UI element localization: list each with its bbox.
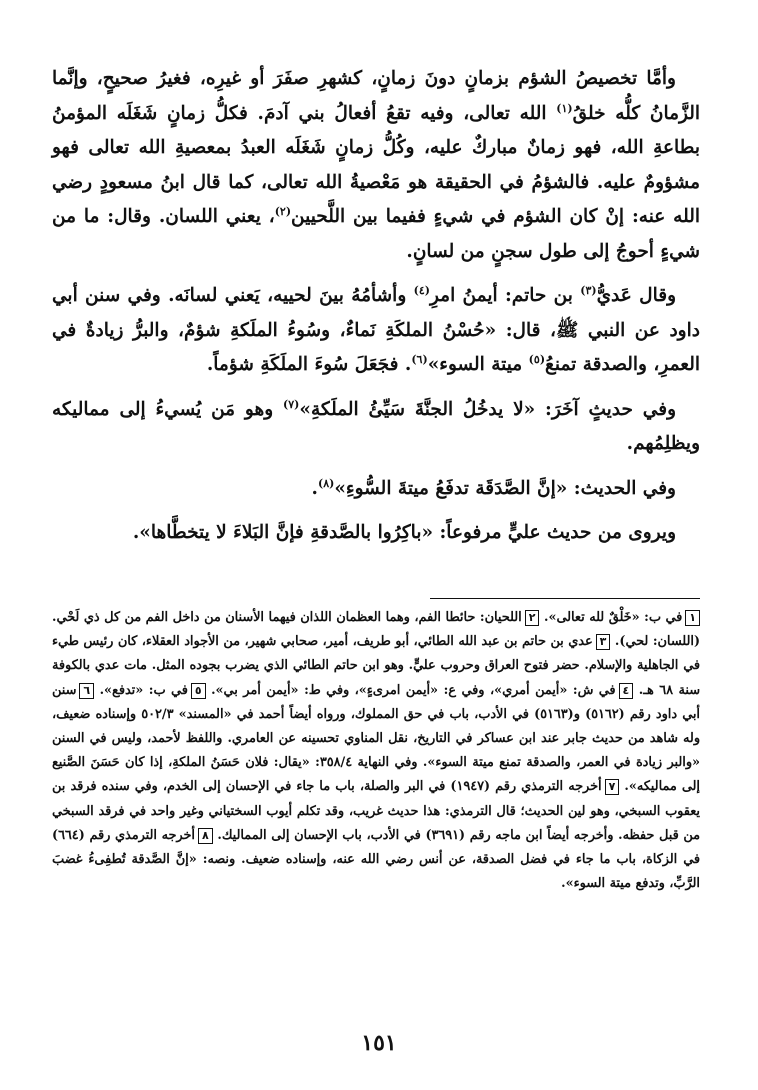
footnote-ref: (٧)	[283, 397, 300, 411]
footnote-number: ٥	[191, 683, 206, 699]
footnote-text: عدي بن حاتم بن عبد الله الطائي، أبو طريف، أمير، صحابي شهير، من الأجواد العقلاء، كان رئيس طيء في الجاهلية والإسلام. حضر فتوح العراق وحروب عليٍّ. وهو ابن حاتم الطائي الذي يضرب بجوده المثل. مات عدي بالكوفة سنة ٦٨ هـ.	[52, 634, 701, 698]
text-run: وهو مَن يُسيءُ إلى مماليكه ويظلِمُهم.	[52, 398, 700, 454]
footnote-ref: (٨)	[318, 476, 335, 490]
text-run: .	[311, 477, 318, 499]
text-run: وقال عَديُّ	[596, 285, 676, 306]
footnote	[539, 610, 700, 625]
footnote-number: ٢	[525, 610, 540, 626]
paragraph	[52, 62, 700, 269]
footnote-ref: (٦)	[411, 352, 428, 366]
text-run: بن حاتم: أيمنُ امرِ	[429, 285, 581, 306]
footnote-text: أخرجه الترمذي رقم (٦٦٤) في الزكاة، باب ما جاء في فضل الصدقة، عن أنس رضي الله عنه، وإسناده ضعيف. ونصه: «إنَّ الصَّدقة تُطفِىءُ غضبَ الرَّبِّ، وتدفع ميتة السوء».	[52, 827, 700, 892]
footnote-ref: (١)	[556, 101, 573, 115]
text-run: الله تعالى، وفيه تقعُ أفعالُ بني آدمَ. فكلُّ زمانٍ شَغَلَه المؤمنُ بطاعةِ الله، فهو زمانٌ مباركٌ عليه، وكُلُّ زمانٍ شَغَلَه العبدُ بمعصيةِ الله تعالى فهو مشؤومٌ عليه. فالشؤمُ في الحقيقة هو مَعْصيةُ الله تعالى، كما قال ابنُ مسعودٍ رضي الله عنه: إنْ كان الشؤم في شيءٍ ففيما بين اللَّحيين	[52, 102, 700, 227]
footnote-number: ٤	[619, 683, 634, 699]
main-text	[52, 62, 700, 561]
footnote	[94, 683, 206, 698]
footnote-ref: (٣)	[580, 283, 597, 297]
text-run: وأشأمُهُ بينَ لحييه، يَعني لسانَه. وفي سنن أبي داود عن النبي ﷺ، قال: «حُسْنُ الملكَةِ نَماءٌ، وسُوءُ الملَكةِ شؤمٌ، والبرُّ زيادةٌ في العمرِ، والصدقة تمنعُ	[52, 285, 700, 375]
footnote-text: سنن أبي داود رقم (٥١٦٢) و(٥١٦٣) في الأدب، باب في حق المملوك، ورواه أيضاً أحمد في «المسند» ٥٠٢/٣ وإسناده ضعيف، وله شاهد من حديث جابر عند ابن عساكر في التاريخ، نقل المناوي تحسينه عن العامري. واللفظ لأحمد، وليس في السنن «والبر زيادة في العمر، والصدقة تمنع ميتة السوء». وفي النهاية ٣٥٨/٤: «يقال: فلان حَسَنُ الملكةِ، إذا كان حَسَنَ الصَّنيع إلى مماليكه».	[52, 682, 700, 795]
footnote-divider	[430, 598, 700, 599]
page-number: ١٥١	[361, 1030, 397, 1056]
paragraph	[52, 516, 700, 551]
text-run: . فجَعَلَ سُوءَ الملَكَةِ شؤماً.	[206, 354, 412, 375]
footnote-text: في ش: «أيمن أمري»، وفي ع: «أيمن امرىءٍ»، وفي ط: «أيمن أمر بي».	[205, 682, 616, 698]
text-run: ويروى من حديث عليٍّ مرفوعاً: «باكِرُوا بالصَّدقةِ فإنَّ البَلاءَ لا يتخطَّاها».	[132, 522, 676, 543]
paragraph	[52, 393, 700, 462]
footnote-ref: (٢)	[274, 204, 292, 218]
paragraph	[52, 472, 700, 507]
footnote-number: ١	[685, 610, 700, 626]
text-run: وفي الحديث: «إنَّ الصَّدَقَة تدفَعُ ميتةَ السُّوءِ»	[334, 477, 676, 499]
text-run: وفي حديثٍ آخَرَ: «لا يدخُلُ الجنَّةَ سَيِّئُ الملَكةِ»	[299, 398, 676, 420]
footnote-number: ٧	[605, 779, 620, 795]
footnote	[52, 683, 700, 795]
footnote	[206, 683, 634, 698]
footnote-text: اللحيان: حائطا الفم، وهما العظمان اللذان فيهما الأسنان من داخل الفم من كل ذي لَحْي. (اللسان: لحي).	[52, 610, 700, 650]
footnote-ref: (٥)	[528, 352, 546, 366]
text-run: ميتة السوء»	[427, 354, 529, 375]
footnote-number: ٨	[198, 828, 213, 844]
footnote-number: ٦	[79, 683, 94, 699]
footnote-text: في ب: «خَلْقٌ لله تعالى».	[539, 610, 683, 625]
footnote-ref: (٤)	[413, 283, 430, 297]
paragraph	[52, 279, 700, 383]
text-run: ، يعني اللسان. وقال: ما من شيءٍ أحوجُ إلى طول سجنٍ من لسانٍ.	[52, 206, 700, 262]
text-run: وأمَّا تخصيصُ الشؤم بزمانٍ دونَ زمانٍ، كشهرِ صفَرَ أو غيرِه، فغيرُ صحيحٍ، وإنَّما الزَّمانُ كلُّه خلقُ	[52, 68, 701, 124]
footnotes	[52, 606, 700, 896]
footnote-number: ٣	[596, 634, 611, 650]
footnote-text: في ب: «تدفع».	[94, 682, 188, 698]
footnote-text: أخرجه الترمذي رقم (١٩٤٧) في البر والصلة، باب ما جاء في الإحسان إلى الخدم، وفي سنده فرقد بن يعقوب السبخي، وهو لين الحديث؛ قال الترمذي: هذا حديث غريب، وقد تكلم أيوب السختياني وغير واحد في فرقد السبخي من قبل حفظه. وأخرجه أيضاً ابن ماجه رقم (٣٦٩١) في الأدب، باب الإحسان إلى المماليك.	[52, 779, 701, 843]
